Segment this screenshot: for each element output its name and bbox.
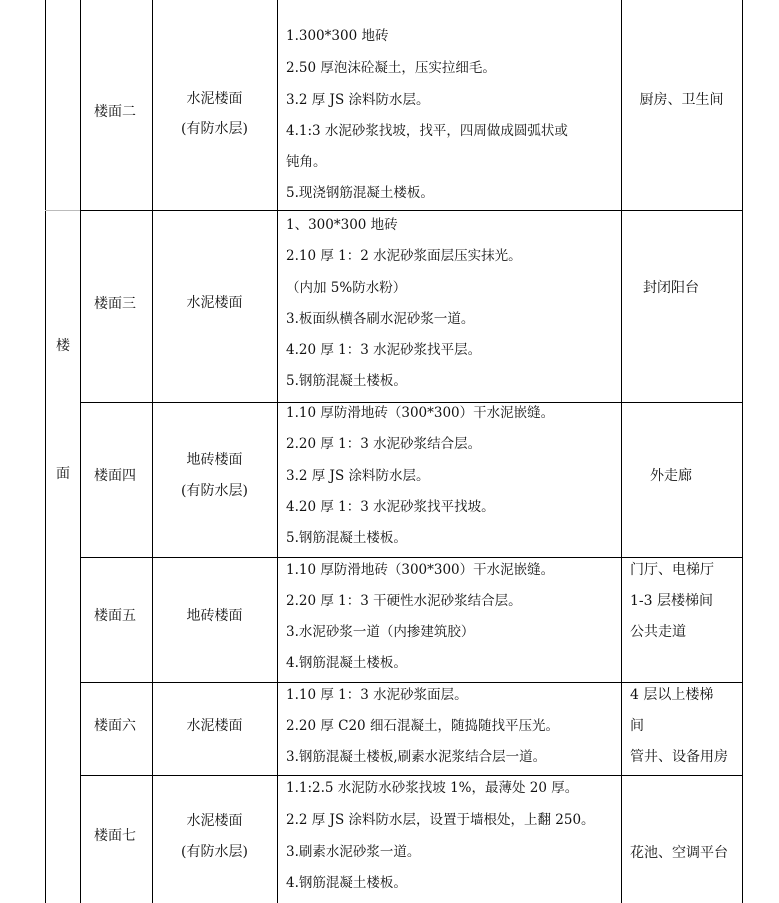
table-row-divider	[80, 775, 743, 776]
category-char-1: 楼	[56, 338, 70, 354]
row-location-line: 1-3 层楼梯间	[630, 593, 713, 609]
row-desc-line: 4.20 厚 1：3 水泥砂浆找平层。	[286, 342, 482, 358]
row-type-line2: (有防水层)	[181, 483, 248, 499]
table-row-divider	[80, 402, 743, 403]
row-location-line: 管井、设备用房	[630, 749, 728, 765]
row-desc-line: （内加 5%防水粉）	[286, 280, 407, 296]
row-name: 楼面七	[94, 828, 136, 844]
table-col-divider	[277, 0, 278, 903]
row-desc-line: 3.板面纵横各刷水泥砂浆一道。	[286, 311, 475, 327]
row-desc-line: 1.300*300 地砖	[286, 28, 389, 44]
row-type-line2: (有防水层)	[181, 121, 248, 137]
row-desc-line: 5.钢筋混凝土楼板。	[286, 530, 407, 546]
row-name: 楼面五	[94, 608, 136, 624]
table-row-divider	[80, 557, 743, 558]
row-location-line: 间	[630, 718, 644, 734]
row-location-line: 外走廊	[650, 468, 692, 484]
table-border-left	[45, 0, 46, 903]
row-desc-line: 1、300*300 地砖	[286, 217, 398, 233]
table-row-divider	[80, 210, 743, 211]
row-location-line: 厨房、卫生间	[639, 92, 724, 108]
row-location-line: 封闭阳台	[643, 280, 699, 296]
row-type-line1: 地砖楼面	[186, 608, 243, 624]
row-desc-line: 2.20 厚 C20 细石混凝土，随捣随找平压光。	[286, 718, 559, 734]
row-type-line1: 水泥楼面	[186, 91, 243, 107]
row-type-line1: 水泥楼面	[186, 718, 243, 734]
row-desc-line: 3.刷素水泥砂浆一道。	[286, 844, 421, 860]
row-type-line1: 地砖楼面	[186, 452, 243, 468]
row-desc-line: 2.20 厚 1：3 干硬性水泥砂浆结合层。	[286, 593, 522, 609]
row-desc-line: 3.钢筋混凝土楼板,刷素水泥浆结合层一道。	[286, 749, 547, 765]
row-type-line2: (有防水层)	[181, 844, 248, 860]
table-border-right	[742, 0, 743, 903]
row-location-line: 4 层以上楼梯	[630, 687, 714, 703]
row-desc-line: 1.1:2.5 水泥防水砂浆找坡 1%，最薄处 20 厚。	[286, 780, 579, 796]
row-desc-line: 钝角。	[286, 154, 327, 170]
table-col-divider	[80, 0, 81, 903]
row-desc-line: 2.20 厚 1：3 水泥砂浆结合层。	[286, 436, 482, 452]
row-name: 楼面六	[94, 718, 136, 734]
row-name: 楼面四	[94, 468, 136, 484]
row-name: 楼面二	[94, 104, 136, 120]
table-row-divider	[45, 210, 80, 211]
row-desc-line: 1.10 厚防滑地砖（300*300）干水泥嵌缝。	[286, 405, 555, 421]
category-char-2: 面	[56, 466, 70, 482]
table-row-divider	[80, 682, 743, 683]
row-desc-line: 3.水泥砂浆一道（内掺建筑胶）	[286, 624, 475, 640]
row-location-line: 公共走道	[630, 624, 686, 640]
row-desc-line: 1.10 厚 1：3 水泥砂浆面层。	[286, 687, 468, 703]
row-desc-line: 2.2 厚 JS 涂料防水层，设置于墙根处，上翻 250。	[286, 812, 595, 828]
row-desc-line: 3.2 厚 JS 涂料防水层。	[286, 92, 430, 108]
row-desc-line: 3.2 厚 JS 涂料防水层。	[286, 468, 430, 484]
row-desc-line: 5.现浇钢筋混凝土楼板。	[286, 185, 434, 201]
row-location-line: 花池、空调平台	[630, 845, 728, 861]
row-desc-line: 4.20 厚 1：3 水泥砂浆找平找坡。	[286, 499, 495, 515]
row-desc-line: 2.10 厚 1：2 水泥砂浆面层压实抹光。	[286, 248, 522, 264]
table-col-divider	[621, 0, 622, 903]
row-name: 楼面三	[94, 296, 136, 312]
row-desc-line: 4.钢筋混凝土楼板。	[286, 875, 407, 891]
row-type-line1: 水泥楼面	[186, 813, 243, 829]
row-desc-line: 4.1:3 水泥砂浆找坡，找平，四周做成圆弧状或	[286, 123, 568, 139]
row-type-line1: 水泥楼面	[186, 295, 243, 311]
row-desc-line: 4.钢筋混凝土楼板。	[286, 655, 407, 671]
row-desc-line: 5.钢筋混凝土楼板。	[286, 373, 407, 389]
row-location-line: 门厅、电梯厅	[630, 562, 714, 578]
row-desc-line: 1.10 厚防滑地砖（300*300）干水泥嵌缝。	[286, 562, 555, 578]
row-desc-line: 2.50 厚泡沫砼凝土，压实拉细毛。	[286, 60, 496, 76]
